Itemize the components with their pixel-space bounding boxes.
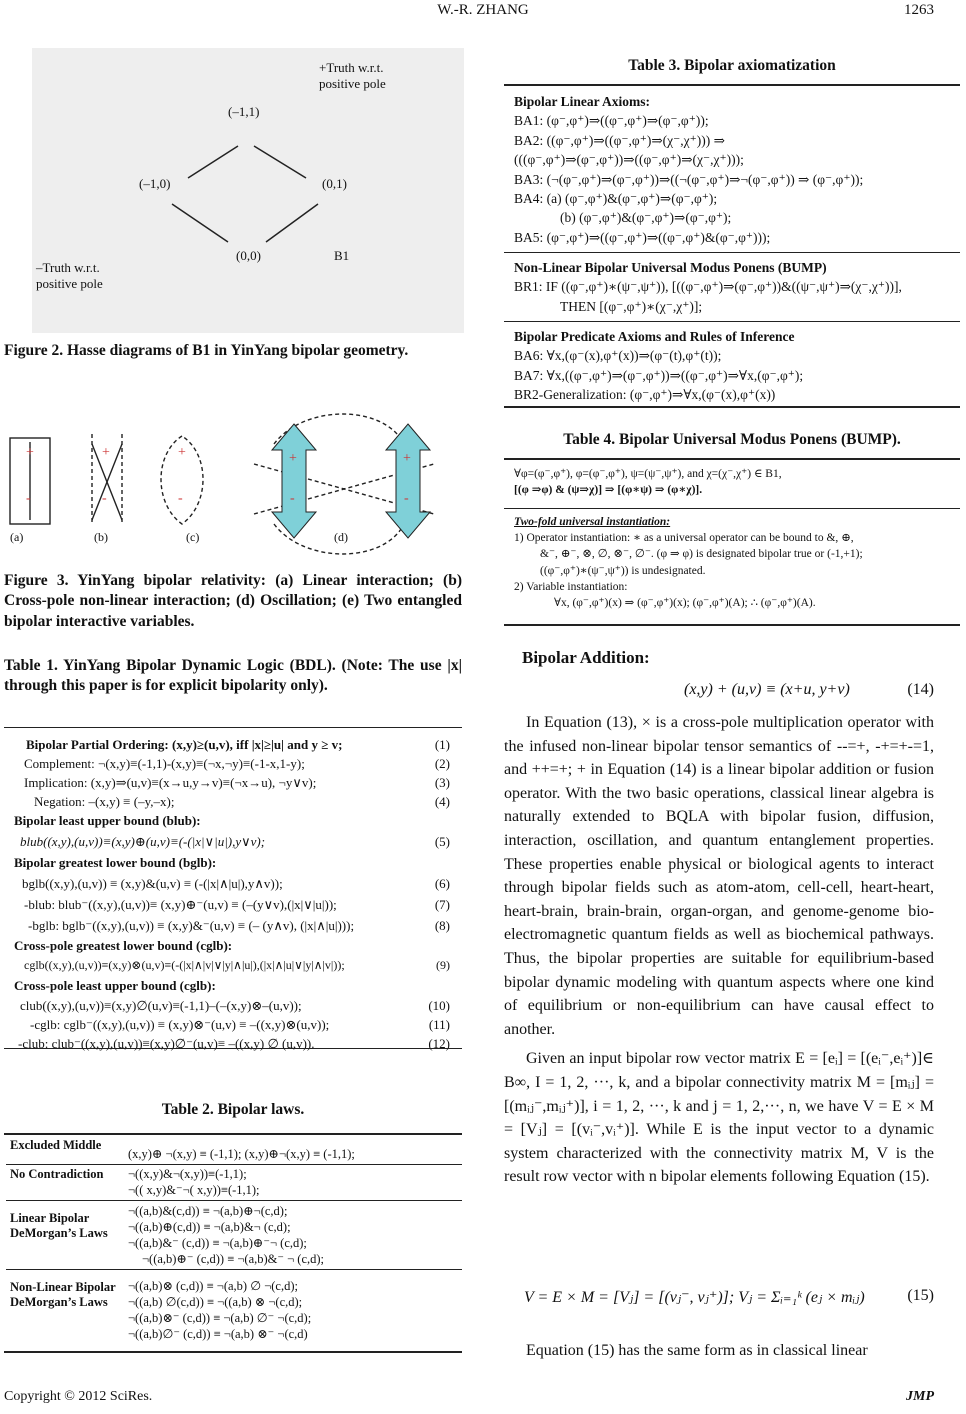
axiom-ba6: BA6: ∀x,(φ⁻(x),φ⁺(x))⇒(φ⁻(t),φ⁺(t)); — [514, 348, 722, 364]
table-1-row: Complement: ¬(x,y)≡(-1,1)-(x,y)≡(¬x,¬y)≡(-1-x,1-y); (2) — [24, 756, 450, 771]
table-3-rule-1 — [504, 252, 960, 253]
table-1-row: -club: club⁻((x,y),(u,v))≡(x,y)∅⁻(u,v)≡ –((x,y) ∅ (u,v)). (12) — [18, 1036, 450, 1051]
table-2-laws — [6, 1136, 462, 1344]
edge-bottom-right — [266, 204, 318, 242]
minus-sign-c: - — [178, 491, 183, 506]
table-4-rule — [504, 508, 960, 509]
running-head-author: W.-R. ZHANG — [437, 2, 529, 18]
plus-sign-c: + — [178, 445, 186, 460]
instantiation-heading: Two-fold universal instantiation: — [514, 516, 671, 528]
edge-top-right — [254, 146, 306, 178]
table-4-bottom-rule — [504, 624, 960, 626]
table-1-caption: Table 1. YinYang Bipolar Dynamic Logic (BDL). (Note: The use |x| through this paper is for explicit bipolarity only). — [4, 657, 462, 695]
minus-sign-d1: - — [290, 491, 295, 506]
table-3-section-bump: Non-Linear Bipolar Universal Modus Ponens (BUMP) — [514, 260, 827, 275]
axiom-ba2: BA2: ((φ⁻,φ⁺)⇒((φ⁻,φ⁺)⇒(χ⁻,χ⁺))) ⇒ — [514, 132, 725, 148]
figure-3-relativity-diagram — [4, 404, 462, 556]
bump-rule: [(φ ⇒φ) & (ψ⇒χ)] ⇒ [(φ∗ψ) ⇒ (φ∗χ)]. — [514, 484, 703, 496]
table-1-row: Cross-pole least upper bound (cglb): — [14, 978, 216, 993]
panel-d-arrow-right — [386, 424, 430, 538]
footer-journal: JMP — [906, 1389, 934, 1404]
node-minus1-0: (–1,0) — [139, 176, 171, 191]
table-3-bump-section — [514, 258, 954, 316]
table-1-row: cglb((x,y),(u,v))≡(x,y)⊗(u,v)≡(-(|x|∧|v|∨|y|∧|u|),(|x|∧|u|∨|y|∧|v|)); (9) — [24, 958, 450, 972]
rule-br2: BR2-Generalization: (φ⁻,φ⁺)⇒∀x,(φ⁻(x),φ⁺(x)) — [514, 387, 776, 403]
table-1-row: -blub: blub⁻((x,y),(u,v))≡ (x,y)⊕⁻(u,v) ≡ (–(y∨v),(|x|∨|u|)); (7) — [24, 897, 450, 912]
node-0-1: (0,1) — [322, 176, 347, 191]
equation-15: V = E × M = [Vⱼ] = [(vⱼ⁻, vⱼ⁺)]; Vⱼ = Σᵢ₌₁ᵏ (eⱼ × mᵢⱼ) — [524, 1289, 865, 1306]
table-3-top-rule — [504, 84, 960, 86]
panel-d-arrow-left — [272, 424, 316, 538]
truth-negative-label: –Truth w.r.t. positive pole — [36, 260, 103, 292]
table-3-axioms — [514, 92, 954, 247]
table-1-row: Implication: (x,y)⇒(u,v)≡(x→u,y→v)≡(¬x→u), ¬y∨v); (3) — [24, 775, 450, 790]
table-2-top-rule — [4, 1133, 462, 1135]
table-1-row: bglb((x,y),(u,v)) ≡ (x,y)&(u,v) ≡ (-(|x|∧|u|),y∧v)); (6) — [22, 876, 450, 891]
plus-sign-b: + — [102, 445, 110, 460]
body-text-continuation — [504, 1339, 934, 1363]
instantiation-item: 1) Operator instantiation: ∗ as a universal operator can be bound to &, ⊕, — [514, 532, 854, 545]
panel-label-a: (a) — [10, 530, 24, 544]
body-text-column — [504, 711, 934, 1189]
axiom-ba7: BA7: ∀x,((φ⁻,φ⁺)⇒(φ⁻,φ⁺))⇒((φ⁻,φ⁺)⇒∀x,(φ⁻,φ⁺); — [514, 367, 804, 383]
bump-quantifier: ∀φ=(φ⁻,φ⁺), φ=(φ⁻,φ⁺), ψ=(ψ⁻,ψ⁺), and χ=(χ⁻,χ⁺) ∈ B1, — [514, 468, 782, 480]
equation-14-number: (14) — [907, 681, 934, 698]
instantiation-item: ((φ⁻,φ⁺)∗(ψ⁻,ψ⁺)) is undesignated. — [540, 564, 706, 577]
paragraph-cross-pole: In Equation (13), × is a cross-pole multiplication operator with the infused non-linear bipolar tensor semantics of --=+, -+=+-=1, and ++=+; + in Equation (14) is a linear bipolar addition or fusion operator. With the two basic operations, classical linear algebra is naturally extended to BQLA with bipolar fusion, diffusion, interaction, oscillation, and quantum entanglement properties. These properties enable physical or biological agents to interact through bipolar fields such as atom-atom, cell-cell, heart-heart, heart-brain, brain-brain, organ-organ, and genome-genome bio-electromagnetic quantum fields as well as biochemical pathways. Thus, the bipolar properties are suitable for equilibrium-based bipolar dynamic modeling with quantum aspects where one kind of equilibrium or non-equilibrium can have causal effect to another. — [504, 714, 934, 1038]
section-heading-bipolar-addition: Bipolar Addition: — [522, 648, 650, 667]
table-1-row: blub((x,y),(u,v))≡(x,y)⊕(u,v)≡(-(|x|∨|u|),y∨v); (5) — [20, 834, 450, 849]
paragraph-connectivity-matrix: Given an input bipolar row vector matrix E = [eᵢ] = [(eᵢ⁻,eᵢ⁺)]∈ B∞, I = 1, 2, ···, k, and a bipolar connectivity matrix M = [mᵢⱼ] = [(mᵢⱼ⁻,mᵢⱼ⁺)], i = 1, 2, ···, k and j = 1, 2,···, n, we have V = E × M = [Vⱼ] = [(vᵢ⁻,vᵢ⁺)]. While E is the input vector to a dynamic system characterized with the connectivity matrix M, V is the result row vector with n bipolar elements following Equation (15). — [504, 1050, 934, 1186]
rule-br1-then: THEN [(φ⁻,φ⁺)∗(χ⁻,χ⁺)]; — [560, 298, 703, 314]
axiom-ba1: BA1: (φ⁻,φ⁺)⇒((φ⁻,φ⁺)⇒(φ⁻,φ⁺)); — [514, 113, 709, 129]
table-2-bottom-rule — [4, 1351, 462, 1353]
node-minus1-1: (–1,1) — [228, 104, 260, 119]
table-4-bump — [514, 466, 954, 498]
table-2-row: No Contradiction ¬((x,y)&¬(x,y))≡(-1,1); ¬(( x,y)&⁻¬( x,y))≡(-1,1); — [6, 1165, 462, 1201]
footer-copyright: Copyright © 2012 SciRes. — [4, 1389, 153, 1404]
table-1-top-rule — [4, 727, 462, 728]
table-3-bottom-rule — [504, 406, 960, 408]
table-1-bdl — [14, 737, 450, 1051]
rule-br1: BR1: IF ((φ⁻,φ⁺)∗(ψ⁻,ψ⁺)), [((φ⁻,φ⁺)⇒(φ⁻,φ⁺))&((ψ⁻,ψ⁺)⇒(χ⁻,χ⁺))], — [514, 279, 902, 295]
panel-label-c: (c) — [186, 530, 200, 544]
table-1-bottom-rule — [4, 1048, 462, 1049]
truth-positive-label: +Truth w.r.t. positive pole — [319, 60, 386, 92]
minus-sign-a: - — [26, 491, 31, 506]
table-1-row: Bipolar greatest lower bound (bglb): — [14, 855, 217, 870]
table-3-section-predicate: Bipolar Predicate Axioms and Rules of Inference — [514, 329, 795, 344]
table-2-row: Linear Bipolar DeMorgan’s Laws ¬((a,b)&(c,d)) ≡ ¬(a,b)⊕¬(c,d); ¬((a,b)⊕(c,d)) ≡ ¬(a,b)&¬ (c,d); ¬((a,b)&⁻ (c,d)) ≡ ¬(a,b)⊕⁻¬ (c,d); ¬((a,b)⊕⁻ (c,d)) ≡ ¬(a,b)&⁻ ¬ (c,d); — [6, 1201, 462, 1270]
table-2-caption: Table 2. Bipolar laws. — [161, 1101, 305, 1118]
paragraph-equation-15: Equation (15) has the same form as in classical linear — [526, 1342, 868, 1359]
table-4-instantiation — [514, 514, 954, 611]
edge-bottom-left — [172, 204, 228, 242]
table-1-row: -cglb: cglb⁻((x,y),(u,v)) ≡ (x,y)⊗⁻(u,v) ≡ –((x,y)⊗(u,v)); (11) — [30, 1017, 450, 1032]
panel-label-d: (d) — [334, 530, 348, 544]
table-1-row: Negation: –(x,y) ≡ (–y,–x); (4) — [34, 794, 450, 809]
table-3-predicate-section — [514, 327, 954, 405]
page-number: 1263 — [904, 2, 934, 18]
plus-sign-a: + — [26, 445, 34, 460]
relativity-svg — [4, 404, 462, 556]
axiom-ba5: BA5: (φ⁻,φ⁺)⇒((φ⁻,φ⁺)⇒((φ⁻,φ⁺)&(φ⁻,φ⁺))); — [514, 229, 771, 245]
axiom-ba3: BA3: (¬(φ⁻,φ⁺)⇒(φ⁻,φ⁺))⇒((¬(φ⁻,φ⁺)⇒¬(φ⁻,φ⁺)) ⇒ (φ⁻,φ⁺)); — [514, 171, 864, 187]
axiom-ba4a: BA4: (a) (φ⁻,φ⁺)&(φ⁻,φ⁺)⇒(φ⁻,φ⁺); — [514, 191, 718, 207]
b1-label: B1 — [334, 248, 350, 263]
plus-sign-d1: + — [289, 451, 297, 466]
panel-label-b: (b) — [94, 530, 108, 544]
table-3-caption: Table 3. Bipolar axiomatization — [628, 57, 836, 74]
table-1-row: Bipolar least upper bound (blub): — [14, 813, 201, 828]
node-0-0: (0,0) — [236, 248, 261, 263]
instantiation-item: ∀x, (φ⁻,φ⁺)(x) ⇒ (φ⁻,φ⁺)(x); (φ⁻,φ⁺)(A); ∴ (φ⁻,φ⁺)(A). — [554, 597, 816, 610]
axiom-ba2-cont: (((φ⁻,φ⁺)⇒(φ⁻,φ⁺))⇒((φ⁻,φ⁺)⇒(χ⁻,χ⁺))); — [514, 152, 744, 168]
figure-2-hasse-diagram — [32, 48, 464, 333]
table-4-caption: Table 4. Bipolar Universal Modus Ponens (BUMP). — [563, 431, 901, 448]
instantiation-item: 2) Variable instantiation: — [514, 580, 628, 593]
minus-sign-b: - — [102, 491, 107, 506]
equation-14: (x,y) + (u,v) ≡ (x+u, y+v) — [684, 681, 850, 698]
table-1-row: Cross-pole greatest lower bound (cglb): — [14, 938, 233, 953]
minus-sign-d2: - — [404, 491, 409, 506]
axiom-ba4b: (b) (φ⁻,φ⁺)&(φ⁻,φ⁺)⇒(φ⁻,φ⁺); — [560, 210, 732, 226]
table-2-row: Non-Linear Bipolar DeMorgan’s Laws ¬((a,b)⊗ (c,d)) ≡ ¬(a,b) ∅ ¬(c,d); ¬((a,b) ∅(c,d)) ≡ ¬((a,b) ⊗ ¬(c,d); ¬((a,b)⊗⁻ (c,d)) ≡ ¬(a,b) ∅⁻ ¬(c,d); ¬((a,b)∅⁻ (c,d)) ≡ ¬(a,b) ⊗⁻ ¬(c,d) — [6, 1270, 462, 1345]
table-1-row: Bipolar Partial Ordering: (x,y)≥(u,v), iff |x|≥|u| and y ≥ v; (1) — [26, 737, 450, 752]
figure-2-caption: Figure 2. Hasse diagrams of B1 in YinYang bipolar geometry. — [4, 342, 409, 359]
instantiation-item: &⁻, ⊕⁻, ⊗, ∅, ⊗⁻, ∅⁻. (φ ⇒ φ) is designated bipolar true or (-1,+1); — [540, 548, 863, 561]
table-3-section-linear: Bipolar Linear Axioms: — [514, 94, 651, 109]
table-1-row: club((x,y),(u,v))≡(x,y)∅(u,v)≡(-1,1)–(–(x,y)⊗–(u,v)); (10) — [20, 998, 450, 1013]
figure-3-caption: Figure 3. YinYang bipolar relativity: (a) Linear interaction; (b) Cross-pole non-linear interaction; (d) Oscillation; (e) Two entangled bipolar interactive variables. — [4, 572, 462, 630]
table-2-row: Excluded Middle (x,y)⊕ ¬(x,y) ≡ (-1,1); (x,y)⊕¬(x,y) ≡ (-1,1); — [10, 1138, 355, 1161]
table-4-top-rule — [504, 458, 960, 460]
equation-15-number: (15) — [907, 1287, 934, 1304]
table-3-rule-2 — [504, 321, 960, 322]
table-1-row: -bglb: bglb⁻((x,y),(u,v)) ≡ (x,y)&⁻(u,v) ≡ (– (y∧v), (|x|∧|u|))); (8) — [28, 918, 450, 933]
edge-top-left — [188, 146, 238, 178]
plus-sign-d2: + — [403, 451, 411, 466]
